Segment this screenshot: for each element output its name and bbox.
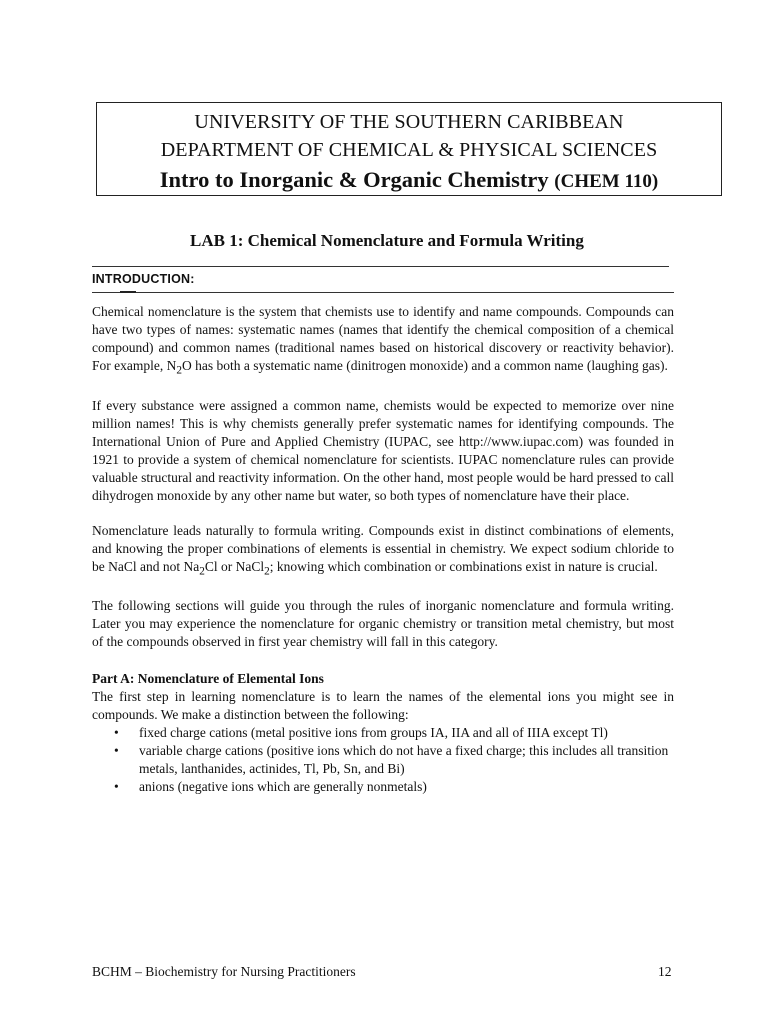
paragraph-formula-writing (92, 522, 674, 581)
course-name: Intro to Inorganic & Organic Chemistry (159, 167, 549, 192)
p3-subscript-1: 2 (199, 565, 205, 578)
paragraph-sections-guide: The following sections will guide you through the rules of inorganic nomenclature and formula writing. Later you may experience the nomenclature for organic chemistry or transition metal chemistry, but most of the compounds observed in first year chemistry will fall in this category. (92, 598, 674, 650)
bullet-icon: • (114, 743, 119, 759)
page-number: 12 (658, 964, 672, 979)
department-name: DEPARTMENT OF CHEMICAL & PHYSICAL SCIENCES (160, 139, 658, 161)
list-item-text: anions (negative ions which are generally nonmetals) (139, 779, 427, 795)
university-name: UNIVERSITY OF THE SOUTHERN CARIBBEAN (194, 111, 624, 133)
course-header-box (96, 102, 722, 196)
ion-types-list (92, 724, 674, 796)
bullet-icon: • (114, 725, 119, 741)
paragraph-iupac: If every substance were assigned a common name, chemists would be expected to memorize over nine million names! This is why chemists generally prefer systematic names for identifying compounds. The International Union of Pure and Applied Chemistry (IUPAC, see http://www.iupac.com) was founded in 1921 to provide a system of chemical nomenclature for scientists. IUPAC nomenclature rules can provide valuable structural and reactivity information. On the other hand, most people would be hard pressed to call dihydrogen monoxide by any other name but water, so both types of nomenclature have their place. (92, 397, 674, 503)
bottom-divider (92, 292, 674, 293)
divider-accent (120, 291, 136, 293)
list-item-text: fixed charge cations (metal positive ions from groups IA, IIA and all of IIIA except Tl) (139, 725, 608, 741)
part-a-intro: The first step in learning nomenclature is to learn the names of the elemental ions you might see in compounds. We make a distinction between the following: (92, 689, 674, 723)
course-code: (CHEM 110) (554, 171, 659, 192)
p3-subscript-2: 2 (264, 565, 270, 578)
part-a-heading: Part A: Nomenclature of Elemental Ions (92, 671, 324, 687)
p1-subscript: 2 (176, 364, 182, 377)
p3-text-before: Nomenclature leads naturally to formula writing. Compounds exist in distinct combinations of elements, and knowing the proper combinations of elements is essential in chemistry. We expect sodium chloride to be NaCl and not Na (92, 522, 674, 574)
lab-title: LAB 1: Chemical Nomenclature and Formula Writing (190, 231, 584, 250)
list-item-text: variable charge cations (positive ions which do not have a fixed charge; this includes all transition metals, lanthanides, actinides, Tl, Pb, Sn, and Bi) (139, 743, 669, 777)
p1-text-after: O has both a systematic name (dinitrogen monoxide) and a common name (laughing gas). (181, 358, 668, 373)
introduction-label: INTRODUCTION: (92, 272, 195, 286)
list-item (92, 724, 674, 742)
p1-text-before: Chemical nomenclature is the system that chemists use to identify and name compounds. Compounds can have two types of names: systematic names (names that identify the chemical composition of a chemical compound) and common names (traditional names based on historical discovery or reactivity behavior). For example, N (92, 304, 674, 373)
footer-course-label: BCHM – Biochemistry for Nursing Practitioners (92, 964, 356, 979)
document-body (92, 303, 674, 796)
list-item (92, 778, 674, 796)
p3-text-mid: Cl or NaCl (204, 558, 265, 574)
paragraph-nomenclature-definition (92, 303, 674, 380)
bullet-icon: • (114, 779, 119, 795)
p3-text-after: ; knowing which combination or combinations exist in nature is crucial. (269, 558, 658, 574)
top-divider (92, 266, 669, 267)
course-title (97, 164, 721, 198)
list-item (92, 742, 674, 778)
